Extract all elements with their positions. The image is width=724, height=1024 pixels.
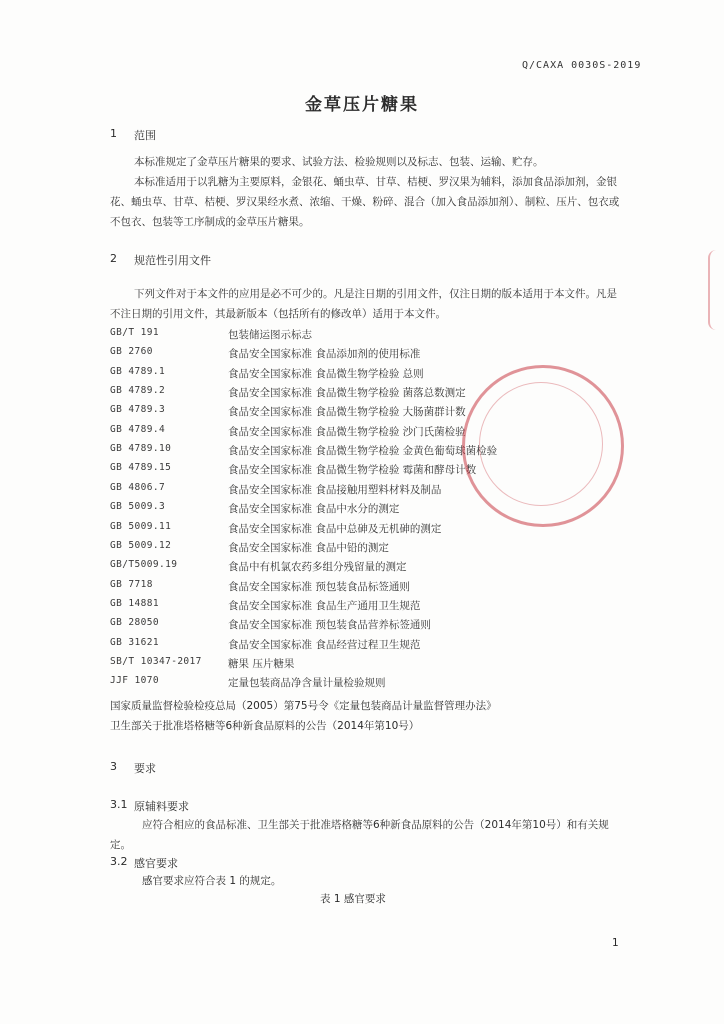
- reference-code: GB 14881: [110, 598, 159, 609]
- reference-code: GB/T 191: [110, 327, 159, 338]
- reference-code: GB 4789.3: [110, 404, 166, 415]
- section-1-number: 1: [110, 127, 117, 140]
- reference-extra-2: 卫生部关于批准塔格糖等6种新食品原料的公告（2014年第10号）: [110, 720, 420, 732]
- reference-code: GB 4789.15: [110, 462, 172, 473]
- reference-code: GB 5009.12: [110, 540, 172, 551]
- section-3-number: 3: [110, 760, 117, 773]
- reference-code: GB 31621: [110, 637, 159, 648]
- reference-code: GB 4789.10: [110, 443, 172, 454]
- reference-code: GB 5009.3: [110, 501, 166, 512]
- side-seal-mark: [708, 250, 724, 330]
- section-2-number: 2: [110, 252, 117, 265]
- reference-code: GB/T5009.19: [110, 559, 178, 570]
- reference-title: 食品中有机氯农药多组分残留量的测定: [228, 561, 407, 573]
- reference-title: 包装储运图示标志: [228, 329, 312, 341]
- official-seal-stamp: [462, 365, 624, 527]
- reference-title: 食品安全国家标准 预包装食品标签通则: [228, 581, 410, 593]
- document-title: 金草压片糖果: [305, 95, 419, 115]
- reference-title: 食品安全国家标准 食品微生物学检验 金黄色葡萄球菌检验: [228, 445, 498, 457]
- reference-title: 食品安全国家标准 食品添加剂的使用标准: [228, 348, 421, 360]
- reference-code: GB 4789.4: [110, 424, 166, 435]
- reference-title: 食品安全国家标准 食品经营过程卫生规范: [228, 639, 421, 651]
- reference-title: 食品安全国家标准 食品中总砷及无机砷的测定: [228, 523, 442, 535]
- section-3-2-number: 3.2: [110, 855, 128, 868]
- reference-title: 食品安全国家标准 食品微生物学检验 大肠菌群计数: [228, 406, 466, 418]
- reference-code: GB 28050: [110, 617, 159, 628]
- reference-code: JJF 1070: [110, 675, 159, 686]
- reference-code: GB 4806.7: [110, 482, 166, 493]
- reference-code: GB 7718: [110, 579, 153, 590]
- document-code: Q/CAXA 0030S-2019: [522, 60, 642, 71]
- reference-title: 食品安全国家标准 预包装食品营养标签通则: [228, 619, 431, 631]
- section-3-title: 要求: [134, 762, 156, 775]
- section-1-title: 范围: [134, 129, 156, 142]
- table-1-caption: 表 1 感官要求: [320, 893, 386, 905]
- section-1-paragraph-2: 本标准适用于以乳糖为主要原料，金银花、蛹虫草、甘草、桔梗、罗汉果为辅料，添加食品添加剂，金银花、蛹虫草、甘草、桔梗、罗汉果经水煮、浓缩、干燥、粉碎、混合（加入食品添加剂）、制粒、压片、包衣或不包衣、包装等工序制成的金草压片糖果。: [110, 176, 620, 228]
- reference-code: GB 4789.1: [110, 366, 166, 377]
- reference-title: 食品安全国家标准 食品中水分的测定: [228, 503, 400, 515]
- reference-title: 食品安全国家标准 食品接触用塑料材料及制品: [228, 484, 442, 496]
- section-3-2-text: 感官要求应符合表 1 的规定。: [142, 875, 282, 887]
- section-3-1-text: 应符合相应的食品标准、卫生部关于批准塔格糖等6种新食品原料的公告（2014年第10号）和有关规定。: [110, 819, 609, 851]
- reference-title: 食品安全国家标准 食品微生物学检验 菌落总数测定: [228, 387, 466, 399]
- reference-extra-1: 国家质量监督检验检疫总局（2005）第75号令《定量包装商品计量监督管理办法》: [110, 700, 497, 712]
- section-2-title: 规范性引用文件: [134, 254, 211, 267]
- reference-title: 食品安全国家标准 食品微生物学检验 霉菌和酵母计数: [228, 464, 477, 476]
- section-2-paragraph: 下列文件对于本文件的应用是必不可少的。凡是注日期的引用文件，仅注日期的版本适用于本文件。凡是不注日期的引用文件，其最新版本（包括所有的修改单）适用于本文件。: [110, 288, 617, 320]
- reference-title: 食品安全国家标准 食品微生物学检验 总则: [228, 368, 424, 380]
- reference-title: 食品安全国家标准 食品生产通用卫生规范: [228, 600, 421, 612]
- section-3-1-title: 原辅料要求: [134, 800, 189, 813]
- reference-code: SB/T 10347-2017: [110, 656, 202, 667]
- reference-code: GB 2760: [110, 346, 153, 357]
- page-number: 1: [612, 937, 619, 949]
- section-3-1-number: 3.1: [110, 798, 128, 811]
- reference-code: GB 4789.2: [110, 385, 166, 396]
- reference-title: 定量包装商品净含量计量检验规则: [228, 677, 386, 689]
- reference-title: 食品安全国家标准 食品微生物学检验 沙门氏菌检验: [228, 426, 466, 438]
- reference-code: GB 5009.11: [110, 521, 172, 532]
- section-1-paragraph-1: 本标准规定了金草压片糖果的要求、试验方法、检验规则以及标志、包装、运输、贮存。: [134, 156, 544, 168]
- reference-title: 食品安全国家标准 食品中铅的测定: [228, 542, 389, 554]
- section-3-2-title: 感官要求: [134, 857, 178, 870]
- reference-title: 糖果 压片糖果: [228, 658, 295, 670]
